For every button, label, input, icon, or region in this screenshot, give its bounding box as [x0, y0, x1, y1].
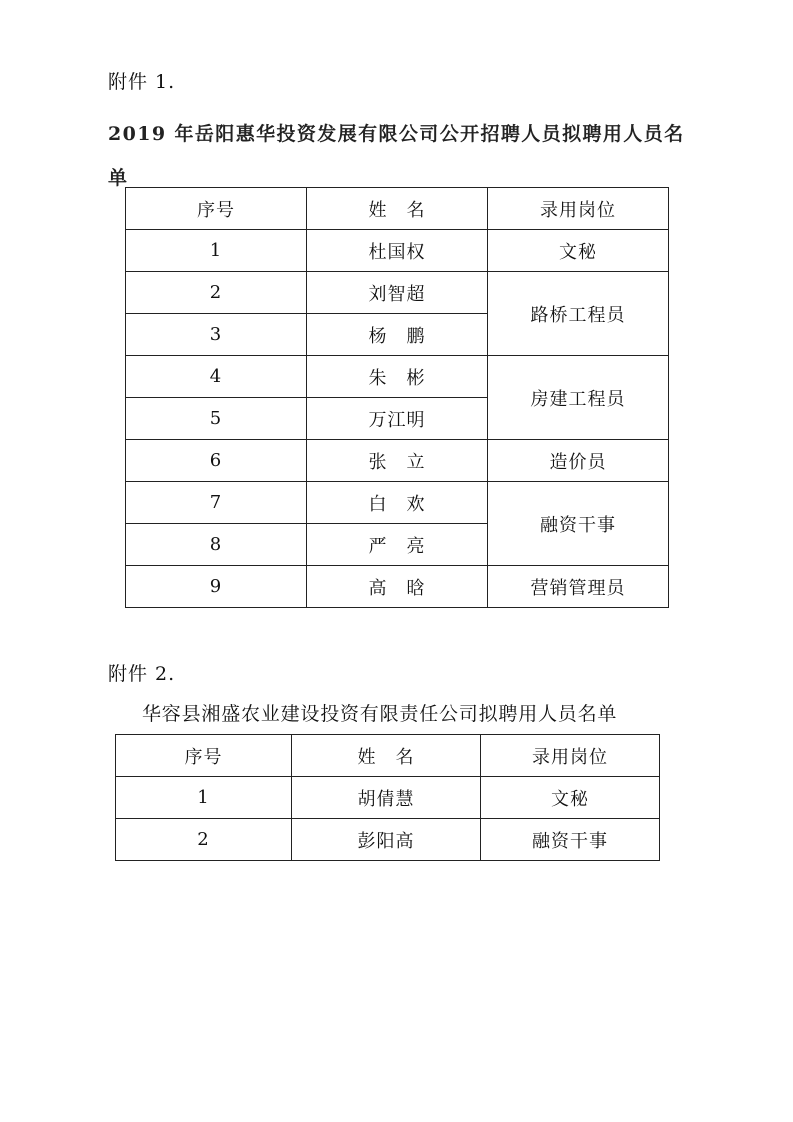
attachment-1-label: 附件 1.: [108, 71, 176, 93]
row-position: 造价员: [488, 440, 669, 482]
row-name: 严 亮: [307, 524, 488, 566]
row-number: 3: [126, 314, 307, 356]
table-row: [116, 819, 660, 861]
table-row: [126, 566, 669, 608]
row-number: 7: [126, 482, 307, 524]
row-number: 8: [126, 524, 307, 566]
row-number: 2: [116, 819, 292, 861]
attachment-1-title: 2019 年岳阳惠华投资发展有限公司公开招聘人员拟聘用人员名单: [108, 123, 685, 189]
row-position: 文秘: [488, 230, 669, 272]
row-name: 高 晗: [307, 566, 488, 608]
row-position: 路桥工程员: [488, 272, 669, 356]
row-name: 彭阳高: [292, 819, 481, 861]
table-row: [126, 356, 669, 398]
header-name: 姓 名: [307, 188, 488, 230]
row-number: 9: [126, 566, 307, 608]
row-number: 4: [126, 356, 307, 398]
row-name: 张 立: [307, 440, 488, 482]
row-name: 朱 彬: [307, 356, 488, 398]
table-header-row: [126, 188, 669, 230]
attachment-2-label: 附件 2.: [108, 663, 176, 685]
table-row: [116, 777, 660, 819]
row-number: 5: [126, 398, 307, 440]
row-name: 胡倩慧: [292, 777, 481, 819]
header-position: 录用岗位: [481, 735, 660, 777]
row-name: 万江明: [307, 398, 488, 440]
row-position: 营销管理员: [488, 566, 669, 608]
header-number: 序号: [116, 735, 292, 777]
row-position: 房建工程员: [488, 356, 669, 440]
table-row: [126, 230, 669, 272]
row-number: 6: [126, 440, 307, 482]
row-number: 2: [126, 272, 307, 314]
row-position: 融资干事: [488, 482, 669, 566]
table-header-row: [116, 735, 660, 777]
row-position: 文秘: [481, 777, 660, 819]
header-position: 录用岗位: [488, 188, 669, 230]
row-name: 杨 鹏: [307, 314, 488, 356]
header-number: 序号: [126, 188, 307, 230]
attachment-1-table: [125, 187, 669, 608]
table-row: [126, 272, 669, 314]
row-name: 杜国权: [307, 230, 488, 272]
row-position: 融资干事: [481, 819, 660, 861]
row-number: 1: [126, 230, 307, 272]
attachment-2-table: [115, 734, 660, 861]
table-row: [126, 440, 669, 482]
row-name: 白 欢: [307, 482, 488, 524]
attachment-2-title: 华容县湘盛农业建设投资有限责任公司拟聘用人员名单: [142, 703, 618, 725]
row-name: 刘智超: [307, 272, 488, 314]
table-row: [126, 482, 669, 524]
header-name: 姓 名: [292, 735, 481, 777]
row-number: 1: [116, 777, 292, 819]
